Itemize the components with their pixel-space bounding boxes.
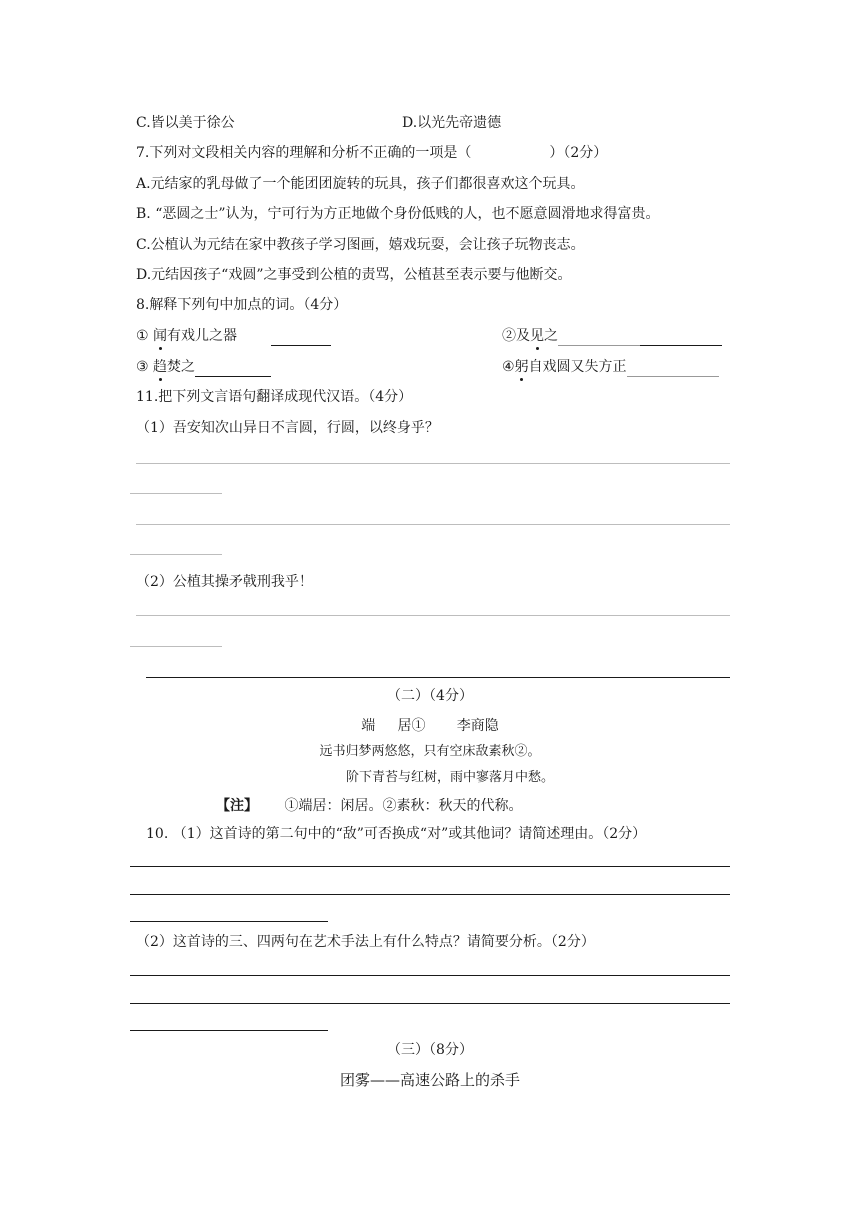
- q8-item-3-text: 焚之: [167, 359, 196, 375]
- poem-title: 端 居① 李商隐: [361, 718, 499, 734]
- q7-stem-end: ）（2分）: [549, 145, 608, 161]
- q7-option-b: B. “恶圆之士”认为，宁可行为方正地做个身份低贱的人，也不愿意圆滑地求得富贵。: [136, 206, 660, 222]
- poem-section-heading: （二）（4分）: [387, 688, 473, 704]
- poem-note-label: 【注】: [216, 798, 258, 814]
- q11-1-answer-line-1[interactable]: [136, 463, 730, 464]
- q10-2-answer-line-2[interactable]: [130, 1003, 730, 1004]
- poem-line-1: 远书归梦两悠悠，只有空床敌素秋②。: [319, 744, 541, 759]
- poem-note: [216, 796, 522, 816]
- q8-item-3-blank[interactable]: [195, 362, 271, 377]
- q8-item-2: [502, 326, 722, 346]
- q11-1-answer-line-4[interactable]: [130, 554, 222, 555]
- q10-question-1: 10. （1）这首诗的第二句中的“敌”可否换成“对”或其他词？请简述理由。（2分）: [146, 826, 647, 842]
- q10-1-answer-line-3[interactable]: [130, 921, 328, 922]
- q10-1-answer-line-1[interactable]: [130, 866, 730, 867]
- q6-option-d: D.以光先帝遗德: [402, 115, 502, 131]
- q8-item-2-blank-a[interactable]: [558, 331, 640, 346]
- section-3-heading: （三）（8分）: [387, 1042, 473, 1058]
- q11-1-answer-line-3[interactable]: [136, 524, 730, 525]
- q7-answer-blank[interactable]: [471, 149, 549, 163]
- q7-option-c: C.公植认为元结在家中教孩子学习图画，嬉戏玩耍，会让孩子玩物丧志。: [136, 237, 585, 253]
- q8-item-1-dotted-word: 闻: [153, 328, 168, 344]
- q7-stem: [136, 143, 607, 163]
- q6-option-c: C.皆以美于徐公: [136, 115, 235, 131]
- q11-stem: 11.把下列文言语句翻译成现代汉语。（4分）: [136, 389, 413, 405]
- poem-note-text: ①端居：闲居。②素秋：秋天的代称。: [284, 798, 523, 814]
- q8-item-2-dotted-word: 见: [530, 328, 544, 344]
- q11-2-answer-line-2[interactable]: [130, 646, 222, 647]
- q10-question-2: （2）这首诗的三、四两句在艺术手法上有什么特点？请简要分析。（2分）: [136, 934, 595, 950]
- q8-stem: 8.解释下列句中加点的词。（4分）: [136, 297, 348, 313]
- q11-sentence-2: （2）公植其操矛戟刑我乎！: [136, 574, 313, 590]
- q7-stem-text: 7.下列对文段相关内容的理解和分析不正确的一项是（: [136, 145, 472, 161]
- poem-line-2: 阶下青苔与红树，雨中寥落月中愁。: [345, 770, 554, 785]
- q8-item-1-blank[interactable]: [271, 331, 331, 346]
- q8-item-4: [502, 357, 719, 377]
- q8-item-2-text: 之: [544, 328, 558, 344]
- q8-item-4-dotted-word: 躬: [514, 359, 529, 375]
- section-3-title: 团雾——高速公路上的杀手: [339, 1071, 520, 1089]
- q8-item-1-text: 有戏儿之器: [167, 328, 238, 344]
- q10-2-answer-line-1[interactable]: [130, 975, 730, 976]
- q7-option-d: D.元结因孩子“戏圆”之事受到公植的责骂，公植甚至表示要与他断交。: [136, 267, 572, 283]
- q8-item-2-number: ②及: [502, 328, 530, 344]
- q8-item-1-number: ①: [136, 328, 154, 344]
- q10-1-answer-line-2[interactable]: [130, 894, 730, 895]
- q8-item-2-blank-b[interactable]: [640, 331, 722, 346]
- q8-item-3: [136, 357, 271, 377]
- q8-item-4-number: ④: [502, 359, 515, 375]
- q10-2-answer-line-3[interactable]: [130, 1030, 328, 1031]
- q7-option-a: A.元结家的乳母做了一个能团团旋转的玩具，孩子们都很喜欢这个玩具。: [136, 176, 585, 192]
- q11-2-answer-line-1[interactable]: [136, 615, 730, 616]
- q11-sentence-1: （1）吾安知次山异日不言圆，行圆，以终身乎？: [136, 420, 439, 436]
- q8-item-1: [136, 326, 331, 346]
- q8-item-4-text: 自戏圆又失方正: [528, 359, 627, 375]
- q8-item-4-blank[interactable]: [627, 362, 719, 377]
- q11-1-answer-line-2[interactable]: [130, 493, 222, 494]
- q8-item-3-dotted-word: 趋: [153, 359, 168, 375]
- q11-2-answer-line-3[interactable]: [146, 677, 730, 678]
- q8-item-3-number: ③: [136, 359, 154, 375]
